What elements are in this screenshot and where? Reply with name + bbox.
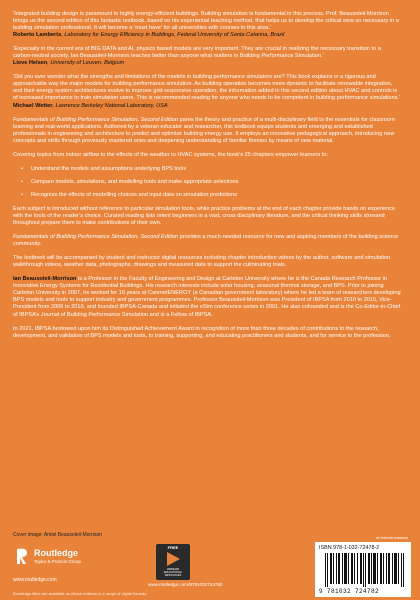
- publisher-name: Routledge: [34, 548, 78, 558]
- cover-footer: [0, 536, 420, 600]
- description-paragraph-4: [13, 234, 401, 248]
- free-resources-badge: [156, 544, 190, 580]
- endorsement-1: [13, 11, 401, 39]
- endorser-affiliation: , Laboratory for Energy Efficiency in Buildings, Federal University of Santa Catarina, Brazil: [61, 32, 285, 39]
- endorser-affiliation: , University of Leuven, Belgium: [47, 60, 125, 67]
- badge-line: WEBINAR: [166, 568, 180, 571]
- endorser-affiliation: , Lawrence Berkeley National Laboratory, USA: [52, 102, 168, 109]
- description-paragraph-5: The textbook will be accompanied by student and instructor digital resources including chapter introduction videos by the author, software and simulation walkthrough videos, weather data, photographs, drawings and measured data to support the culminating trials.: [13, 255, 391, 269]
- author-bio-paragraph-2: In 2021, IBPSA bestowed upon him its Distinguished Achievement Award in recognition of more than three decades of contributions to the research, development, and validation of BPS models and tools, to training, supporting, and educating practitioners and students, and for service to the profession.: [13, 325, 391, 339]
- description-paragraph-2: Covering topics from indoor airflow to the effects of the weather to HVAC systems, the book’s 25 chapters empower learners to:: [13, 151, 328, 158]
- list-item: • Recognize the effects of modelling choices and input data on simulation predictions: [21, 192, 401, 199]
- book-title-italic: Fundamentals of Building Performance Simulation, Second Edition: [13, 234, 179, 241]
- isbn-text: ISBN 978-1-032-72478-2: [319, 545, 380, 551]
- description-text: provides a much-needed resource for new and aspiring members of the building science community.: [13, 234, 399, 248]
- barcode-number: 9 781032 724782: [319, 588, 380, 595]
- description-paragraph-1: [13, 117, 401, 145]
- endorser-name: Roberto Lamberts: [13, 32, 62, 39]
- badge-free-label: FREE: [167, 545, 179, 550]
- book-title-italic: Fundamentals of Building Performance Simulation, Second Edition: [13, 116, 179, 123]
- endorsement-quote: ‘Integrated building design is paramount to highly energy-efficient buildings. Building simulation is fundamental in this process. Prof. Beausoleil-Morrison brings us the second edition of this fantastic textbook, based on his experiential teaching method, that helps us to develop the critical view so necessary in a building simulation professional. It will become a ‘must have’ for all universities with courses in this area.’: [13, 11, 399, 32]
- routledge-logo-icon: [13, 547, 31, 567]
- list-item: • Understand the models and assumptions underlying BPS tools: [21, 166, 401, 173]
- endorsement-quote: ‘Especially in the current era of BIG DATA and AI, physics based models are very important. They are crucial in realizing the necessary transition to a carbon-neutral society. Ian Beausoleil-Morrison teaches better than anyone what matters in Building Performance Simulation.’: [13, 46, 381, 60]
- publisher-website[interactable]: www.routledge.com: [13, 577, 57, 583]
- ebook-disclaimer: Routledge titles are available as eBook editions in a range of digital formats: [13, 591, 147, 596]
- book-website[interactable]: www.routledge.com/9781032724782: [148, 582, 223, 587]
- description-paragraph-3: Each subject is introduced without reference to particular simulation tools, while practice problems at the end of each chapter provide hands on experience with the tools of the reader’s choice. Curated reading lists orient beginners in a vast, cross disciplinary literature, and the critical thinking skills stressed throughout prepare them to make contributions of their own.: [13, 205, 396, 227]
- endorsement-attribution: [13, 60, 401, 67]
- endorsement-quote: ‘Did you ever wonder what the strengths and limitations of the models in building performance simulators are? This book explains in a rigorous and approachable way the major models for building performance simulation. As building operation becomes more dynamic to facilitate renewable integration, and their energy system architectures evolve to improve grid-responsive operation, the information added in this second edition about HVAC and controls is of increased importance to train simulation users. This is recommended reading for anyone who needs to be competent in building performance simulations.’: [13, 74, 401, 102]
- endorsement-3: [13, 74, 401, 109]
- informa-label: an informa business: [375, 536, 408, 540]
- learning-outcomes-list: [13, 166, 401, 199]
- barcode-bars-icon: [325, 553, 405, 587]
- badge-line: RESOURCES: [164, 574, 182, 577]
- play-icon: [165, 551, 181, 567]
- publisher-group: Taylor & Francis Group: [34, 559, 81, 564]
- endorser-name: Michael Wetter: [13, 102, 53, 109]
- cover-image-credit: Cover image: Amiel Beausoleil-Morrison: [13, 532, 102, 538]
- badge-text: [156, 568, 190, 577]
- endorser-name: Lieve Helsen: [13, 60, 48, 67]
- cover-text: [13, 11, 401, 347]
- badge-line: EDUCATIONAL: [163, 571, 183, 574]
- author-bio-paragraph-1: [13, 276, 401, 318]
- list-item: • Compare models, simulations, and modelling tools and make appropriate selections: [21, 179, 401, 186]
- description-text: pares the theory and practice of a multi-disciplinary field to the essentials for classroom learning and real-world applications. Authored by a veteran educator and researcher, this textbook equips students and emerging and established professionals in engineering and architecture to predict and optimize building energy use. It employs an innovative pedagogical approach, introducing new concepts and skills through previously mastered ones and deepening understanding of familiar themes by means of new material.: [13, 116, 395, 144]
- barcode: [315, 536, 411, 597]
- endorsement-attribution: [13, 103, 401, 110]
- endorsement-attribution: [13, 32, 401, 39]
- endorsement-2: [13, 46, 401, 67]
- author-name: Ian Beausoleil-Morrison: [13, 276, 77, 283]
- bio-text: is a Professor in the Faculty of Engineering and Design at Carleton University where he is the Canada Research Professor in Innovative Energy Systems for Residential Buildings. His research interests include solar housing, seasonal thermal storage, and BPS. Prior to joining Carleton University in 2007, he worked for 16 years at CanmetENERGY (a Canadian government laboratory) where he led a team of researchers developing BPS models and tools to support industry and government programmes. Professor Beausoleil-Morrison was President of IBPSA from 2010 to 2015, Vice-President from 2006 to 2010, and founded IBPSA-Canada and initiated the eSim conference series in 2001. He also cofounded and is the Co-Editor-in-Chief of IBPSA’s Journal of Building Performance Simulation and is a Fellow of IBPSA.: [13, 276, 401, 318]
